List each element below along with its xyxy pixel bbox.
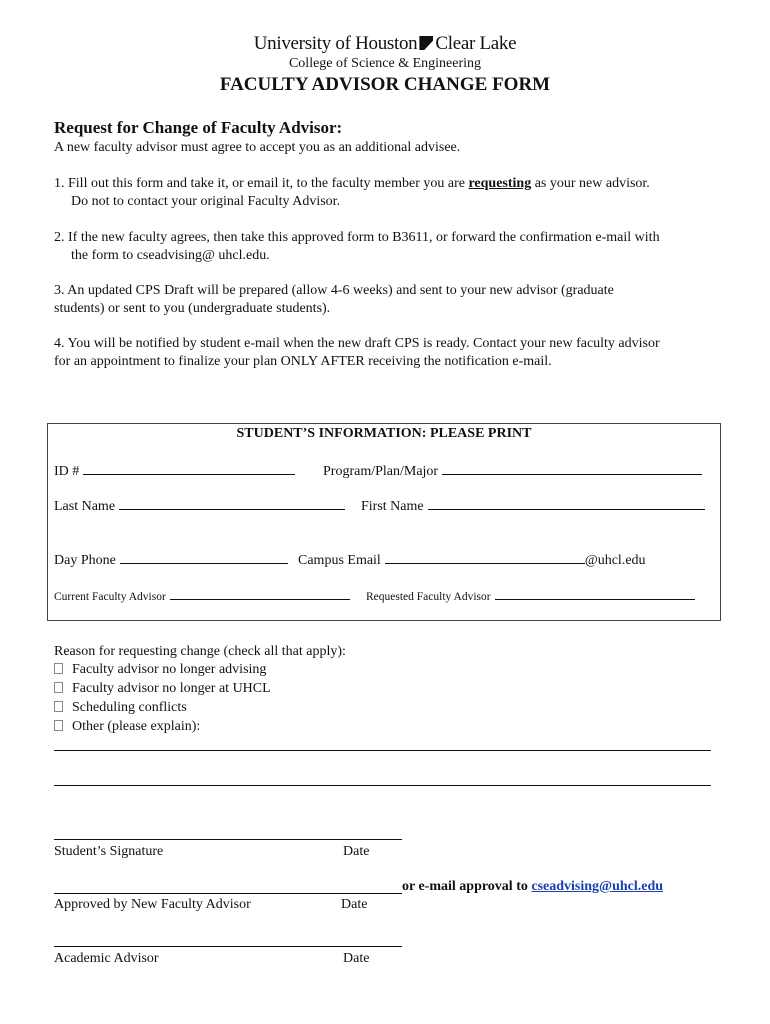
- step-1-text-end: as your new advisor.: [531, 176, 650, 191]
- day-phone-label: Day Phone: [54, 553, 116, 568]
- student-signature-label: Student’s Signature: [54, 844, 164, 859]
- checkbox[interactable]: [54, 663, 63, 674]
- university-logo: [0, 33, 770, 55]
- first-name-label: First Name: [361, 499, 424, 514]
- id-field[interactable]: [54, 462, 295, 480]
- form-title: FACULTY ADVISOR CHANGE FORM: [219, 74, 551, 95]
- id-label: ID #: [54, 464, 80, 479]
- email-approval-link[interactable]: cseadvising@uhcl.edu: [531, 879, 664, 894]
- email-approval-text: or e-mail approval to: [402, 879, 532, 894]
- step-4-line-2: for an appointment to finalize your plan ONLY AFTER receiving the notification e-mail.: [54, 354, 552, 369]
- explain-line-2[interactable]: [54, 785, 711, 786]
- logo-text-left: University of Houston: [253, 33, 418, 54]
- step-4-line-1: 4. You will be notified by student e-mail when the new draft CPS is ready. Contact your new faculty advisor: [54, 336, 660, 351]
- id-blank[interactable]: [83, 462, 295, 475]
- checkbox[interactable]: [54, 682, 63, 693]
- approved-date-label: Date: [341, 897, 368, 912]
- reason-label: Faculty advisor no longer at UHCL: [72, 681, 271, 696]
- requested-advisor-label: Requested Faculty Advisor: [366, 591, 491, 603]
- reason-label: Scheduling conflicts: [72, 700, 187, 715]
- campus-email-field[interactable]: [298, 551, 646, 569]
- program-label: Program/Plan/Major: [323, 464, 439, 479]
- current-advisor-blank[interactable]: [170, 589, 350, 600]
- step-1: [54, 175, 650, 211]
- student-signature-date-label: Date: [343, 844, 370, 859]
- explain-line-1[interactable]: [54, 750, 711, 751]
- reason-option[interactable]: [54, 700, 187, 716]
- college-name: College of Science & Engineering: [288, 56, 482, 71]
- step-1-note: Do not to contact your original Faculty Advisor.: [71, 194, 341, 209]
- step-1-emphasis: requesting: [468, 176, 532, 191]
- first-name-blank[interactable]: [428, 497, 705, 510]
- first-name-field[interactable]: [361, 497, 705, 515]
- reasons-heading: Reason for requesting change (check all that apply):: [54, 644, 346, 659]
- requested-advisor-blank[interactable]: [495, 589, 695, 600]
- last-name-field[interactable]: [54, 497, 345, 515]
- requested-advisor-field[interactable]: [366, 589, 695, 603]
- step-2: [54, 229, 660, 265]
- program-field[interactable]: [323, 462, 702, 480]
- student-info-title: STUDENT’S INFORMATION: PLEASE PRINT: [236, 426, 532, 441]
- email-suffix: @uhcl.edu: [584, 553, 646, 568]
- reason-label: Other (please explain):: [72, 719, 201, 734]
- step-2-line-2: the form to cseadvising@ uhcl.edu.: [71, 248, 270, 263]
- email-approval-note: [402, 879, 663, 895]
- current-advisor-field[interactable]: [54, 589, 350, 603]
- step-3: [54, 282, 614, 318]
- last-name-blank[interactable]: [119, 497, 345, 510]
- last-name-label: Last Name: [54, 499, 116, 514]
- student-signature-line[interactable]: [54, 839, 402, 840]
- reason-label: Faculty advisor no longer advising: [72, 662, 267, 677]
- academic-advisor-line[interactable]: [54, 946, 402, 947]
- request-intro: A new faculty advisor must agree to accept you as an additional advisee.: [54, 140, 461, 155]
- approved-by-label: Approved by New Faculty Advisor: [54, 897, 251, 912]
- day-phone-blank[interactable]: [120, 551, 288, 564]
- current-advisor-label: Current Faculty Advisor: [54, 591, 166, 603]
- logo-text-right: Clear Lake: [435, 33, 517, 54]
- reason-option[interactable]: [54, 681, 271, 697]
- checkbox[interactable]: [54, 701, 63, 712]
- reason-option[interactable]: [54, 662, 266, 678]
- uh-logo-mark-icon: [419, 36, 433, 50]
- step-3-line-1: 3. An updated CPS Draft will be prepared (allow 4-6 weeks) and sent to your new advisor (graduate: [54, 283, 614, 298]
- program-blank[interactable]: [442, 462, 702, 475]
- checkbox[interactable]: [54, 720, 63, 731]
- campus-email-blank[interactable]: [385, 551, 585, 564]
- step-1-text: 1. Fill out this form and take it, or email it, to the faculty member you are: [54, 176, 469, 191]
- reason-option[interactable]: [54, 719, 200, 735]
- academic-advisor-date-label: Date: [343, 951, 370, 966]
- advisor-approval-line[interactable]: [54, 893, 402, 894]
- day-phone-field[interactable]: [54, 551, 288, 569]
- step-2-line-1: 2. If the new faculty agrees, then take this approved form to B3611, or forward the confirmation e-mail with: [54, 230, 660, 245]
- step-4: [54, 335, 660, 371]
- step-3-line-2: students) or sent to you (undergraduate students).: [54, 301, 331, 316]
- campus-email-label: Campus Email: [298, 553, 381, 568]
- request-heading: Request for Change of Faculty Advisor:: [54, 118, 343, 137]
- academic-advisor-label: Academic Advisor: [54, 951, 159, 966]
